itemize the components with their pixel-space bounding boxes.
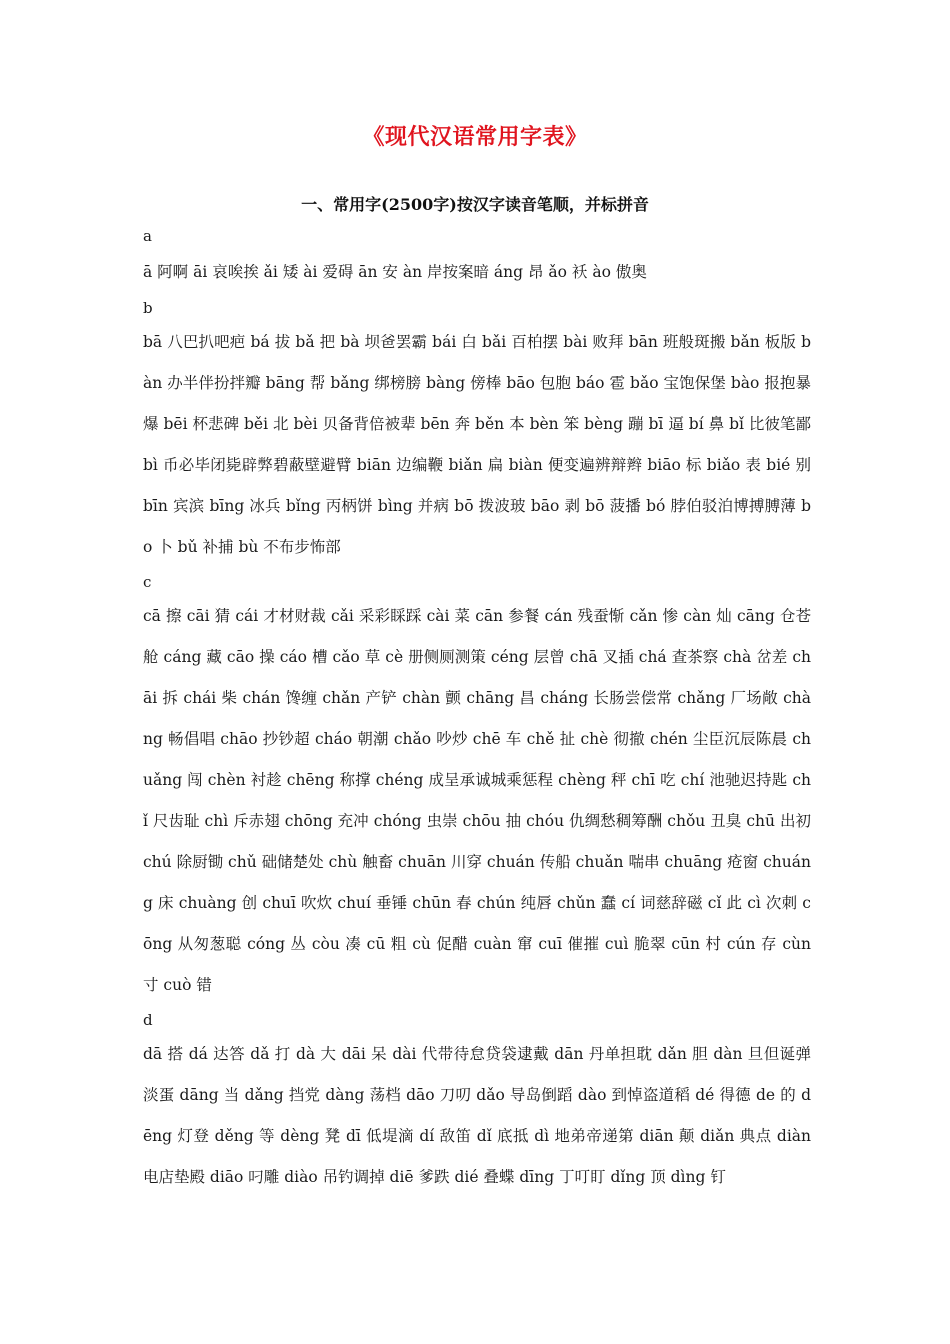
section-body-c: cā 擦 cāi 猜 cái 才材财裁 cǎi 采彩睬踩 cài 菜 cān 参餐 cán 残蚕惭 cǎn 惨 càn 灿 cāng 仓苍舱 cáng 藏 cāo 操 cáo 槽 cǎo 草 cè 册侧厕测策 céng 层曾 chā 叉插 chá 查茶察 chà 岔差 chāi 拆 chái 柴 chán 馋缠 chǎn 产铲 chàn 颤 chāng 昌 cháng 长肠尝偿常 chǎng 厂场敞 chàng 畅倡唱 chāo 抄钞超 cháo 朝潮 chǎo 吵炒 chē 车 chě 扯 chè 彻撤 chén 尘臣沉辰陈晨 chuǎng 闯 chèn 衬趁 chēng 称撑 chéng 成呈承诚城乘惩程 chèng 秤 chī 吃 chí 池驰迟持匙 chǐ 尺齿耻 chì 斥赤翅 chōng 充冲 chóng 虫崇 chōu 抽 chóu 仇绸愁稠筹酬 chǒu 丑臭 chū 出初 chú 除厨锄 chǔ 础储楚处 chù 触畜 chuān 川穿 chuán 传船 chuǎn 喘串 chuāng 疮窗 chuáng 床 chuàng 创 chuī 吹炊 chuí 垂锤 chūn 春 chún 纯唇 chǔn 蠢 cí 词慈辞磁 cǐ 此 cì 次刺 cōng 从匆葱聪 cóng 丛 còu 凑 cū 粗 cù 促醋 cuàn 窜 cuī 催摧 cuì 脆翠 cūn 村 cún 存 cùn 寸 cuò 错	[143, 607, 811, 994]
section-letter-a: a	[143, 227, 152, 245]
section-heading: 一、常用字(2500字)按汉字读音笔顺，并标拼音	[301, 195, 649, 214]
section-body-d: dā 搭 dá 达答 dǎ 打 dà 大 dāi 呆 dài 代带待怠贷袋逮戴 dān 丹单担耽 dǎn 胆 dàn 旦但诞弹淡蛋 dāng 当 dǎng 挡党 dàng 荡档 dāo 刀叨 dǎo 导岛倒蹈 dào 到悼盗道稻 dé 得德 de 的 dēng 灯登 děng 等 dèng 凳 dī 低堤滴 dí 敌笛 dǐ 底抵 dì 地弟帝递第 diān 颠 diǎn 典点 diàn 电店垫殿 diāo 叼雕 diào 吊钓调掉 diē 爹跌 dié 叠蝶 dīng 丁叮盯 dǐng 顶 dìng 钉	[143, 1045, 811, 1186]
section-letter-c: c	[143, 573, 152, 591]
page-title: 《现代汉语常用字表》	[362, 124, 588, 150]
section-letter-d: d	[143, 1011, 153, 1029]
character-list	[143, 222, 811, 1198]
section-body-b: bā 八巴扒吧疤 bá 拔 bǎ 把 bà 坝爸罢霸 bái 白 bǎi 百柏摆 bài 败拜 bān 班般斑搬 bǎn 板版 bàn 办半伴扮拌瓣 bāng 帮 bǎng 绑榜膀 bàng 傍棒 bāo 包胞 báo 雹 bǎo 宝饱保堡 bào 报抱暴爆 bēi 杯悲碑 běi 北 bèi 贝备背倍被辈 bēn 奔 běn 本 bèn 笨 bèng 蹦 bī 逼 bí 鼻 bǐ 比彼笔鄙 bì 币必毕闭毙辟弊碧蔽壁避臂 biān 边编鞭 biǎn 扁 biàn 便变遍辨辩辫 biāo 标 biǎo 表 bié 别 bīn 宾滨 bīng 冰兵 bǐng 丙柄饼 bìng 并病 bō 拨波玻 bāo 剥 bō 菠播 bó 脖伯驳泊博搏膊薄 bo 卜 bǔ 补捕 bù 不布步怖部	[143, 333, 811, 556]
section-body-a: ā 阿啊 āi 哀唉挨 ǎi 矮 ài 爱碍 ān 安 àn 岸按案暗 áng 昂 ǎo 袄 ào 傲奥	[143, 263, 647, 281]
section-letter-b: b	[143, 299, 153, 317]
